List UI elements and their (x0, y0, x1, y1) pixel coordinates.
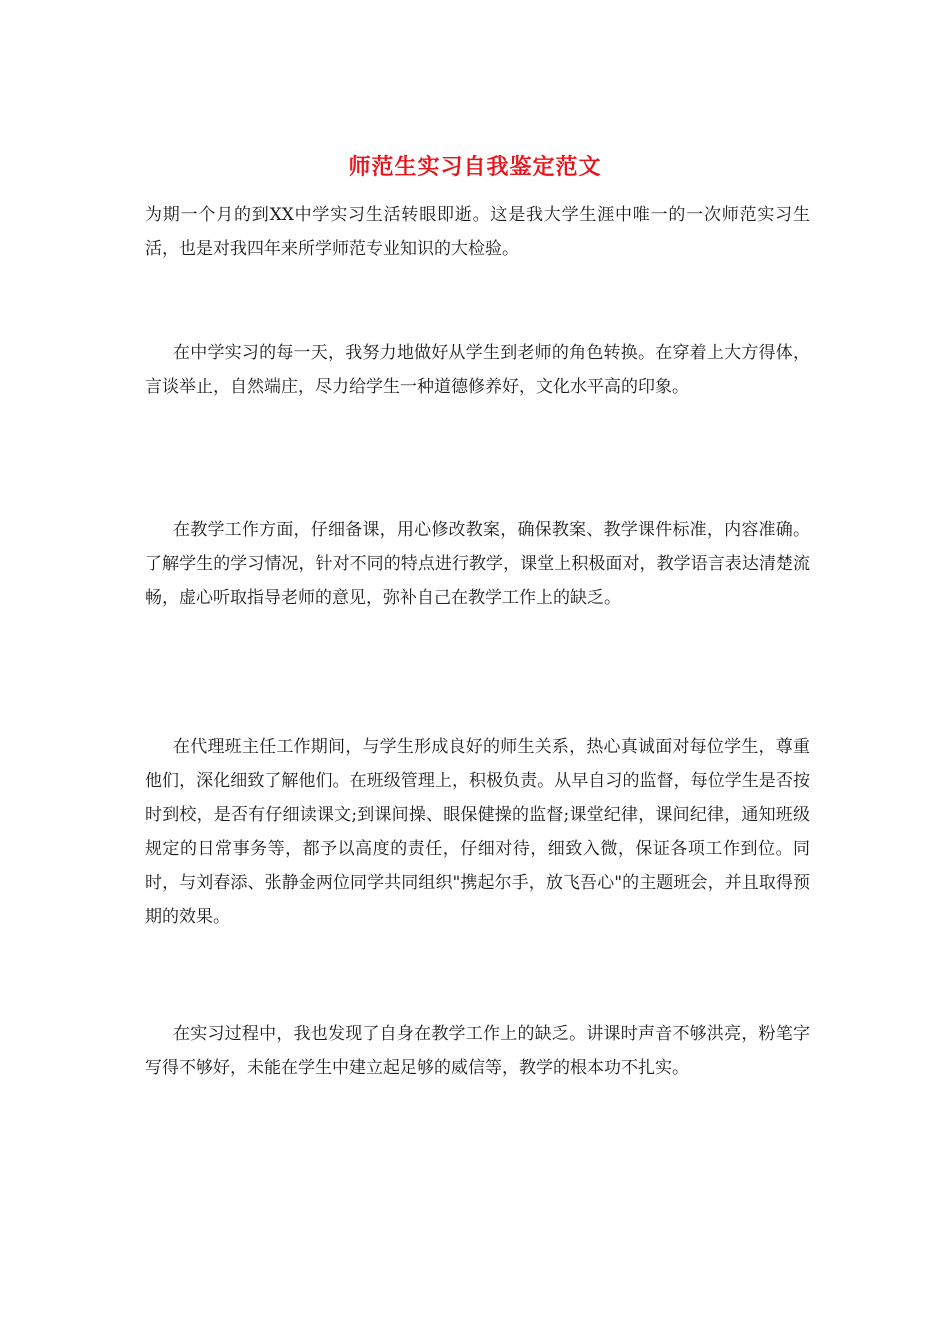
document-title: 师范生实习自我鉴定范文 (348, 154, 602, 180)
paragraph-teaching-work: 在教学工作方面，仔细备课，用心修改教案，确保教案、教学课件标准，内容准确。了解学生的学习情况，针对不同的特点进行教学，课堂上积极面对，教学语言表达清楚流畅，虚心听取指导老师的意见，弥补自己在教学工作上的缺乏。 (145, 520, 810, 608)
paragraph-intro: 为期一个月的到XX中学实习生活转眼即逝。这是我大学生涯中唯一的一次师范实习生活，也是对我四年来所学师范专业知识的大检验。 (145, 205, 810, 259)
paragraph-class-management: 在代理班主任工作期间，与学生形成良好的师生关系，热心真诚面对每位学生，尊重他们，深化细致了解他们。在班级管理上，积极负责。从早自习的监督，每位学生是否按时到校，是否有仔细读课文;到课间操、眼保健操的监督;课堂纪律，课间纪律，通知班级规定的日常事务等，都予以高度的责任，仔细对待，细致入微，保证各项工作到位。同时，与刘春添、张静金两位同学共同组织"携起尔手，放飞吾心"的主题班会，并且取得预期的效果。 (145, 737, 810, 927)
paragraph-shortcomings: 在实习过程中，我也发现了自身在教学工作上的缺乏。讲课时声音不够洪亮，粉笔字写得不够好，未能在学生中建立起足够的威信等，教学的根本功不扎实。 (145, 1024, 810, 1078)
paragraph-role-transition: 在中学实习的每一天，我努力地做好从学生到老师的角色转换。在穿着上大方得体，言谈举止，自然端庄，尽力给学生一种道德修养好，文化水平高的印象。 (145, 343, 810, 397)
